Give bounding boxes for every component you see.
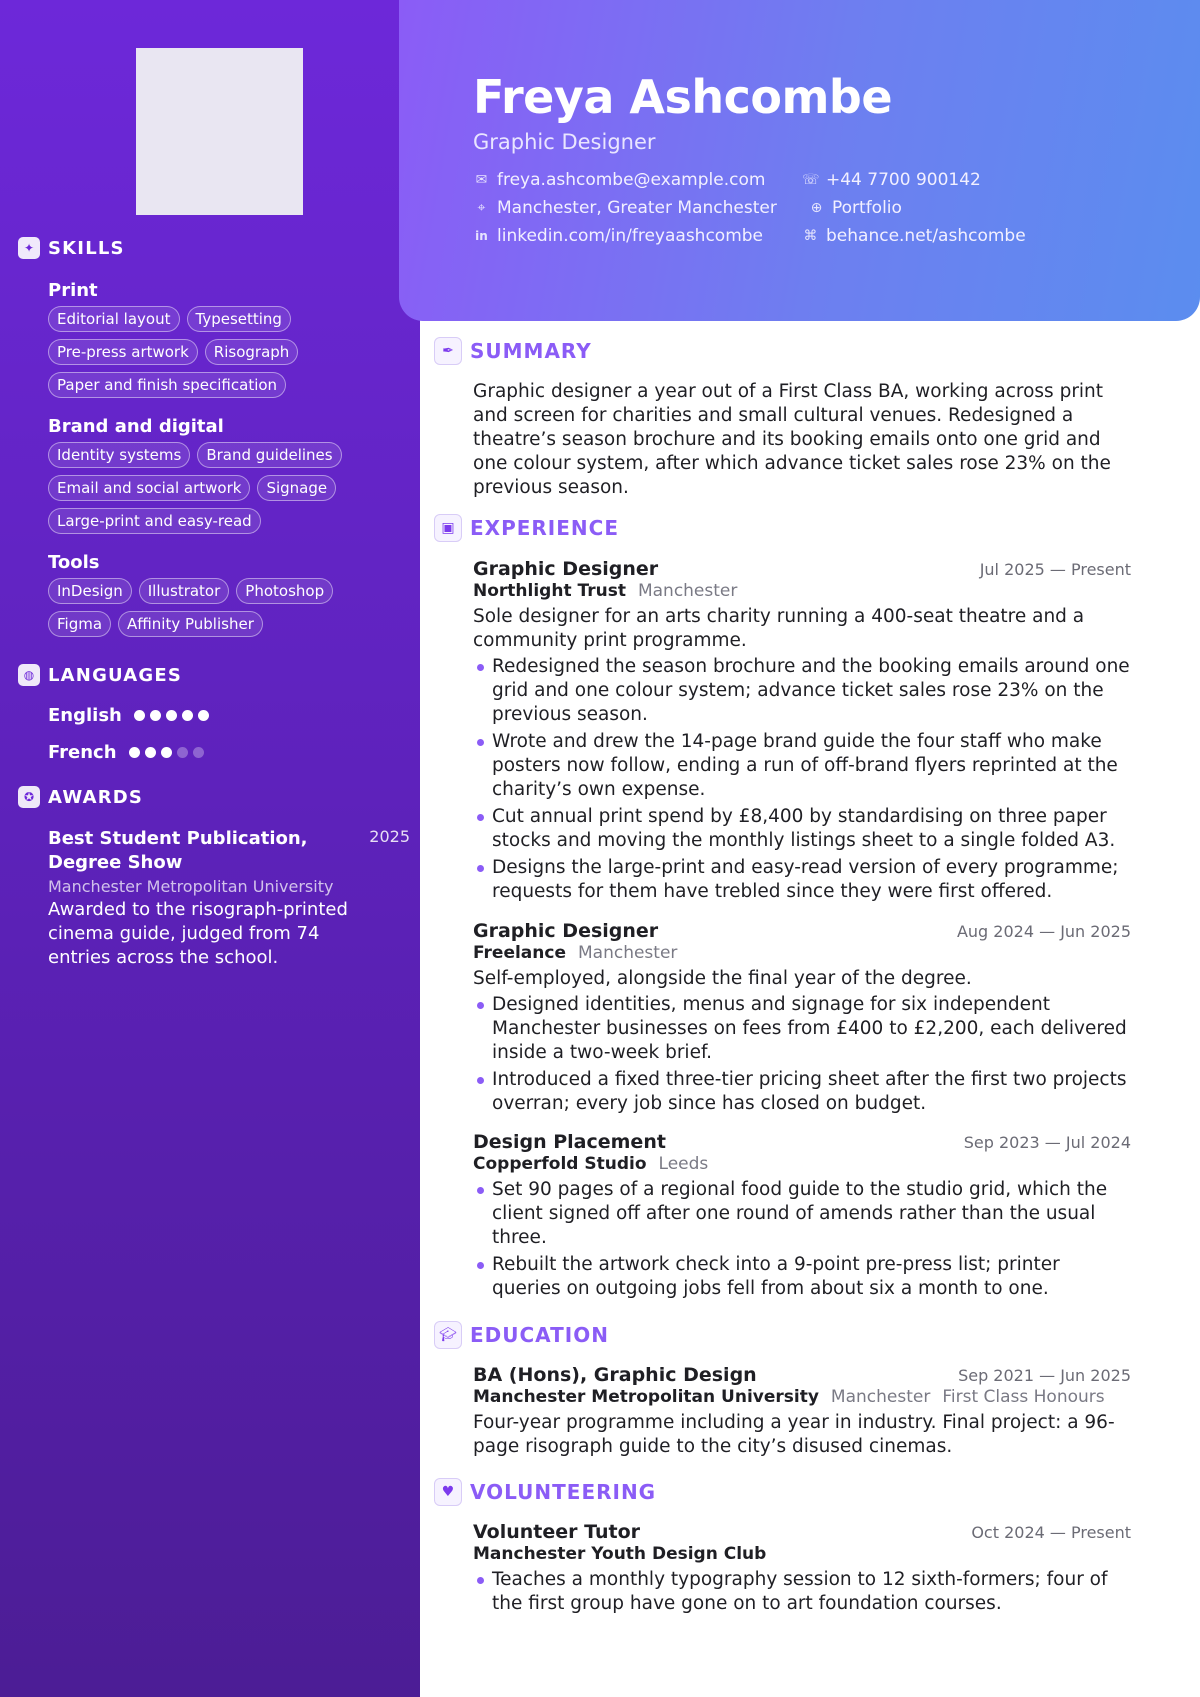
portfolio-link[interactable]: Portfolio [832,198,902,218]
location-text: Manchester, Greater Manchester [497,198,777,218]
volunteer-role: Volunteer Tutor [473,1521,641,1543]
degree-title: BA (Hons), Graphic Design [473,1364,757,1386]
resume-header [399,0,1200,321]
contact-email[interactable] [473,170,802,190]
level-dot-filled [134,710,145,721]
job-item [473,558,1131,907]
email-text: freya.ashcombe@example.com [497,170,766,190]
skill-chip: Typesetting [187,306,291,332]
globe-icon: ⊕ [810,200,823,216]
job-item [473,1131,1131,1304]
sidebar [0,0,420,1697]
award-year: 2025 [369,827,410,846]
volunteer-org-name: Manchester Youth Design Club [473,1544,767,1564]
summary-header [434,337,592,365]
skill-chip: Paper and finish specification [48,372,286,398]
skill-chip: Illustrator [139,578,230,604]
skill-chips [48,442,388,534]
location-pin-icon: ⌖ [477,200,486,216]
list-item: Designed identities, menus and signage for six independent Manchester businesses on fees from £400 to £2,200, each delivered inside a two-week brief. [473,993,1131,1065]
awards-section [18,785,410,970]
skill-chip: Photoshop [236,578,333,604]
job-location: Manchester [637,581,738,601]
list-item: Introduced a fixed three-tier pricing sheet after the first two projects overran; every job since has closed on budget. [473,1068,1131,1116]
education-header [434,1321,609,1349]
job-org [473,581,1131,601]
award-title: Best Student Publication, Degree Show [48,828,308,873]
skill-chip: Editorial layout [48,306,180,332]
level-dot-filled [150,710,161,721]
skill-chip: Large-print and easy-read [48,508,261,534]
volunteer-date: Oct 2024 — Present [971,1523,1131,1542]
level-dot-filled [166,710,177,721]
person-role: Graphic Designer [473,130,656,154]
job-item [473,920,1131,1119]
education-date: Sep 2021 — Jun 2025 [958,1366,1131,1385]
contact-behance[interactable] [802,226,1026,246]
job-date: Jul 2025 — Present [979,560,1131,579]
skill-chips [48,578,388,637]
linkedin-icon: in [475,229,488,243]
list-item: Redesigned the season brochure and the booking emails around one grid and one colour system; advance ticket sales rose 23% on the previous season. [473,655,1131,727]
job-date: Aug 2024 — Jun 2025 [956,922,1131,941]
job-title: Design Placement [473,1131,666,1153]
person-name: Freya Ashcombe [473,70,893,124]
graduation-cap-icon: 🎓︎ [434,1321,462,1349]
contact-list [473,166,1026,250]
level-dot-filled [129,747,140,758]
job-bullets [473,993,1131,1116]
award-description: Awarded to the risograph-printed cinema guide, judged from 74 entries across the school. [48,899,348,968]
level-dot-empty [193,747,204,758]
list-item: Set 90 pages of a regional food guide to the studio grid, which the client signed off after one round of amends rather than the usual three. [473,1178,1131,1250]
job-bullets [473,655,1131,904]
tag-icon: ⌘ [803,228,818,244]
award-item [48,827,410,970]
globe-icon: ◍ [18,664,40,686]
contact-location [473,198,808,218]
job-company: Freelance [473,943,566,963]
skills-section [18,236,398,637]
mail-icon: ✉ [475,172,488,188]
list-item: Teaches a monthly typography session to 12 sixth-formers; four of the first group have gone on to art foundation courses. [473,1568,1131,1616]
list-item: Designs the large-print and easy-read version of every programme; requests for them have trebled since they were first offered. [473,856,1131,904]
summary-text: Graphic designer a year out of a First Class BA, working across print and screen for charities and small cultural venues. Redesigned a theatre’s season brochure and its booking emails onto one grid and one colour system, after which advance ticket sales rose 23% on the previous season. [473,381,1111,498]
level-dot-filled [182,710,193,721]
skill-chip: InDesign [48,578,132,604]
awards-header [18,785,398,809]
skill-group-brand [48,416,398,534]
level-dot-filled [198,710,209,721]
linkedin-link[interactable]: linkedin.com/in/freyaashcombe [497,226,764,246]
volunteer-org [473,1544,1131,1564]
skills-icon: ✦ [18,237,40,259]
education-title: EDUCATION [470,1323,609,1347]
job-description: Sole designer for an arts charity running a 400-seat theatre and a community print programme. [473,606,1085,651]
skills-header [18,236,398,260]
degree-grade: First Class Honours [942,1387,1105,1407]
skill-group-tools [48,552,398,637]
award-icon: ✪ [18,786,40,808]
skill-group-title: Tools [48,552,100,573]
pen-nib-icon: ✒ [434,337,462,365]
job-company: Copperfold Studio [473,1154,647,1174]
skill-chip: Risograph [205,339,299,365]
skill-chips [48,306,388,398]
experience-title: EXPERIENCE [470,516,619,540]
briefcase-icon: ▣ [434,514,462,542]
language-level-dots [134,710,209,721]
volunteering-title: VOLUNTEERING [470,1480,657,1504]
skill-group-title: Print [48,280,98,301]
list-item: Wrote and drew the 14-page brand guide the four staff who make posters now follow, ending a run of off-brand flyers reprinted at the charity’s own expense. [473,730,1131,802]
skills-title: SKILLS [48,237,125,259]
languages-title: LANGUAGES [48,664,183,686]
language-item [48,705,398,726]
school-name: Manchester Metropolitan University [473,1387,819,1407]
job-description: Self-employed, alongside the final year of the degree. [473,968,972,989]
experience-header [434,514,619,542]
languages-section [18,663,398,763]
job-org [473,1154,1131,1174]
languages-header [18,663,398,687]
language-name: English [48,705,122,726]
contact-phone[interactable] [802,170,981,190]
skill-chip: Signage [257,475,336,501]
award-org: Manchester Metropolitan University [48,877,334,896]
job-bullets [473,1178,1131,1301]
education-description: Four-year programme including a year in industry. Final project: a 96-page risograph guide to the city’s disused cinemas. [473,1412,1115,1457]
profile-photo [136,48,303,215]
skill-chip: Email and social artwork [48,475,250,501]
phone-text: +44 7700 900142 [826,170,981,190]
job-title: Graphic Designer [473,920,659,942]
language-level-dots [129,747,204,758]
contact-linkedin[interactable] [473,226,802,246]
language-name: French [48,742,117,763]
volunteering-item [473,1521,1131,1619]
level-dot-empty [177,747,188,758]
skill-chip: Affinity Publisher [118,611,263,637]
volunteering-header [434,1478,656,1506]
job-location: Leeds [658,1154,709,1174]
skill-chip: Identity systems [48,442,190,468]
skill-group-title: Brand and digital [48,416,224,437]
job-company: Northlight Trust [473,581,626,601]
list-item: Rebuilt the artwork check into a 9-point pre-press list; printer queries on outgoing jobs fell from about six a month to one. [473,1253,1131,1301]
skill-chip: Pre-press artwork [48,339,198,365]
behance-link[interactable]: behance.net/ashcombe [826,226,1026,246]
job-org [473,943,1131,963]
summary-title: SUMMARY [470,339,592,363]
education-org [473,1387,1131,1407]
skill-chip: Figma [48,611,111,637]
list-item: Cut annual print spend by £8,400 by standardising on three paper stocks and moving the monthly listings sheet to a single folded A3. [473,805,1131,853]
volunteer-bullets [473,1568,1131,1616]
helping-hand-icon: ♥ [434,1478,462,1506]
job-date: Sep 2023 — Jul 2024 [963,1133,1131,1152]
phone-icon: ☏ [802,172,820,188]
school-location: Manchester [830,1387,931,1407]
contact-portfolio[interactable] [808,198,902,218]
job-location: Manchester [577,943,678,963]
skill-chip: Brand guidelines [197,442,341,468]
job-title: Graphic Designer [473,558,659,580]
skill-group-print [48,280,398,398]
education-item [473,1364,1131,1459]
level-dot-filled [145,747,156,758]
awards-title: AWARDS [48,786,144,808]
level-dot-filled [161,747,172,758]
language-item [48,742,398,763]
